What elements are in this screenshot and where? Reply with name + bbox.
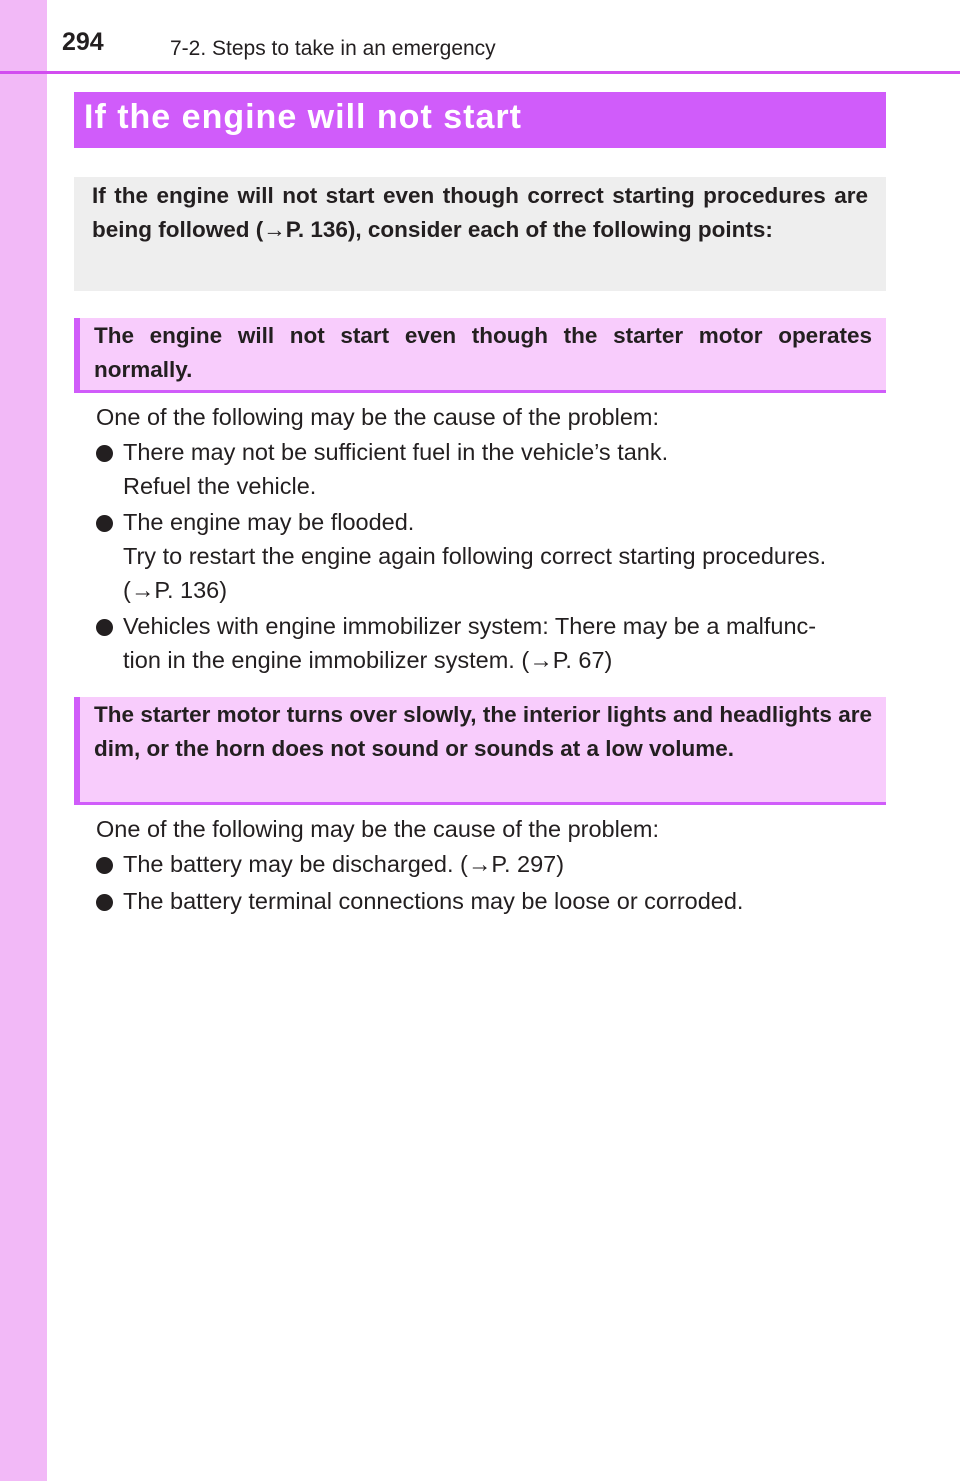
title-banner xyxy=(74,92,886,148)
page-number: 294 xyxy=(62,28,104,56)
list-item-line: There may not be sufficient fuel in the vehicle’s tank. xyxy=(123,439,669,465)
bullet-icon xyxy=(96,445,113,462)
bullet-icon xyxy=(96,894,113,911)
list-item-line: Refuel the vehicle. xyxy=(123,473,317,499)
list-item-line: tion in the engine immobilizer system. (→P. 67) xyxy=(123,647,613,673)
bullet-icon xyxy=(96,857,113,874)
subheading-text: The engine will not start even though the starter motor operates normally. xyxy=(94,323,872,382)
intro-text: If the engine will not start even though correct starting procedures are being followed (→P. 136), consider each of the following points: xyxy=(92,183,868,242)
bullet-icon xyxy=(96,515,113,532)
subheading-box xyxy=(74,697,886,805)
bullet-icon xyxy=(96,619,113,636)
page-title: If the engine will not start xyxy=(84,98,522,136)
list-item-line: Try to restart the engine again following correct starting procedures. xyxy=(123,543,827,569)
subheading-text: The starter motor turns over slowly, the interior lights and headlights are dim, or the horn does not sound or sounds at a low volume. xyxy=(94,702,872,761)
lead-text: One of the following may be the cause of the problem: xyxy=(96,816,660,842)
list-item-line: The battery may be discharged. (→P. 297) xyxy=(123,851,565,877)
intro-box xyxy=(74,177,886,291)
list-item-line: Vehicles with engine immobilizer system: There may be a malfunc- xyxy=(123,613,817,639)
list-item-line: The engine may be flooded. xyxy=(123,509,415,535)
section-reference: 7-2. Steps to take in an emergency xyxy=(170,37,496,60)
header-divider xyxy=(0,71,960,74)
lead-text: One of the following may be the cause of the problem: xyxy=(96,404,660,430)
list-item-line: (→P. 136) xyxy=(123,577,228,603)
subheading-box xyxy=(74,318,886,393)
list-item-line: The battery terminal connections may be loose or corroded. xyxy=(123,888,744,914)
side-tab-strip xyxy=(0,0,47,1481)
